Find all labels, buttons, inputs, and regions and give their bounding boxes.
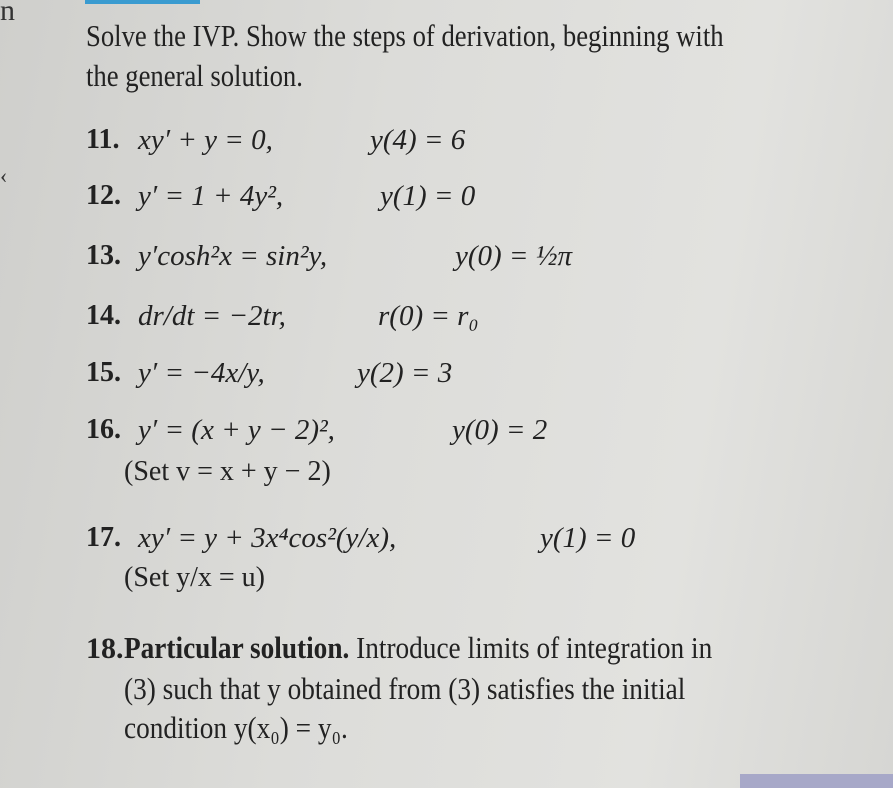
problem-18-line-2: (3) such that y obtained from (3) satisfies the initial — [124, 671, 686, 706]
problem-number: 13. — [86, 240, 121, 271]
problem-number: 17. — [86, 522, 121, 553]
instructions-line-2: the general solution. — [86, 58, 303, 93]
initial-condition: y(2) = 3 — [357, 357, 453, 389]
problem-number: 16. — [86, 414, 121, 445]
initial-condition: y(0) = 2 — [452, 414, 548, 446]
problem-number: 18. — [86, 632, 124, 665]
problem-18-line-3: condition y(x₀) = y₀. — [124, 710, 348, 745]
problem-equation: xy′ = y + 3x⁴cos²(y/x), — [138, 522, 397, 554]
problem-18-line-1 — [124, 630, 712, 666]
initial-condition: y(1) = 0 — [540, 522, 636, 554]
problem-number: 11. — [86, 124, 120, 155]
problem-equation: y′ = −4x/y, — [138, 357, 265, 389]
problem-equation: y′ = 1 + 4y², — [138, 180, 284, 212]
problem-title: Particular solution. — [124, 630, 350, 665]
problem-number: 12. — [86, 180, 121, 211]
initial-condition: y(0) = ½π — [455, 240, 573, 272]
top-blue-strip — [85, 0, 200, 4]
problem-number: 15. — [86, 357, 121, 388]
problem-hint: (Set y/x = u) — [124, 562, 265, 593]
problem-number: 14. — [86, 300, 121, 331]
initial-condition: y(4) = 6 — [370, 124, 466, 156]
problem-equation: y′cosh²x = sin²y, — [138, 240, 328, 272]
page-edge-letter: n — [0, 0, 15, 27]
problem-hint: (Set v = x + y − 2) — [124, 456, 331, 487]
bottom-lavender-block — [740, 774, 893, 788]
problem-equation: y′ = (x + y − 2)², — [138, 414, 335, 446]
initial-condition: r(0) = r₀ — [378, 300, 479, 332]
problem-text: Introduce limits of integration in — [356, 630, 713, 665]
instructions-line-1: Solve the IVP. Show the steps of derivation, beginning with — [86, 18, 724, 53]
problem-equation: dr/dt = −2tr, — [138, 300, 286, 332]
page-edge-mark: ‹ — [0, 163, 8, 188]
problem-equation: xy′ + y = 0, — [138, 124, 273, 156]
initial-condition: y(1) = 0 — [380, 180, 476, 212]
